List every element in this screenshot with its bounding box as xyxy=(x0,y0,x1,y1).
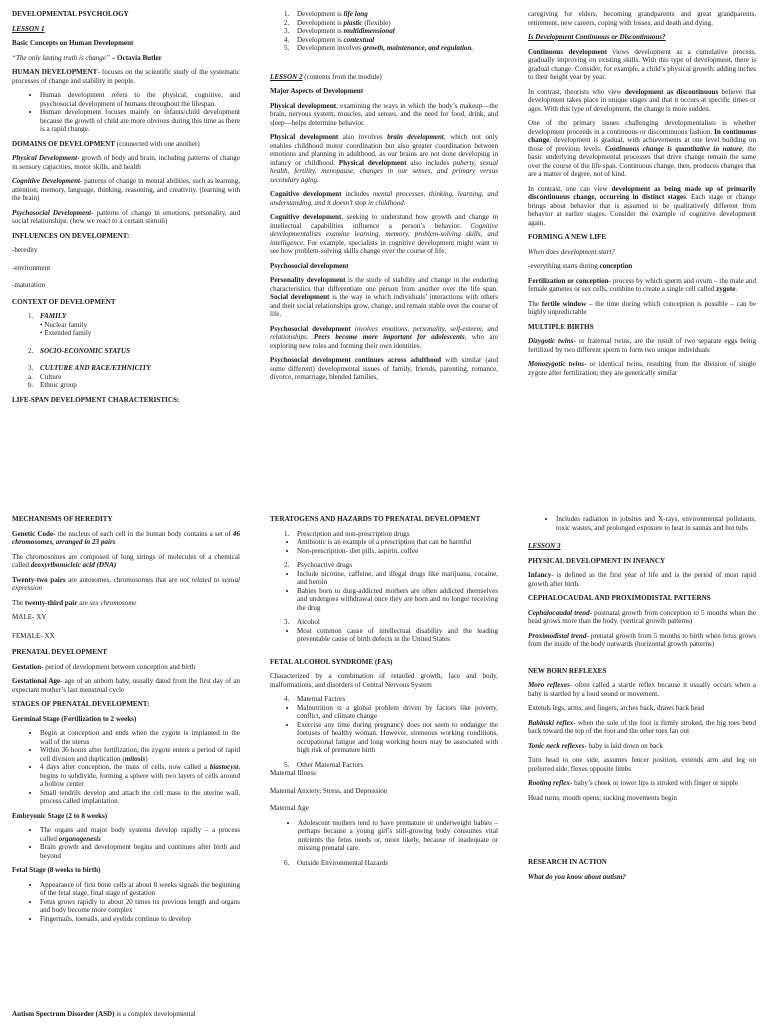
continuous-para: Continuous development views development as a cumulative process, gradually improving on existing skills. With this type of development, there is gradual change. Consider, for example, a child’s physical growth: adding inches to their height year by year. xyxy=(528,47,756,81)
page2-column-3 xyxy=(528,515,756,887)
hazard-item: 5. Other Maternal Factors xyxy=(284,760,364,769)
page-bottom xyxy=(0,509,768,1016)
list-item: 1. Development is life long xyxy=(284,10,368,18)
list-item: • Nuclear family xyxy=(40,320,88,329)
cognitive-dev-para-1: Cognitive development includes mental processes, thinking, learning, and understanding, and it doesn’t stop in childhood. xyxy=(270,190,499,207)
primary-issues-para: One of the primary issues challenging developmentalists is whether development proceeds in a continuous or discontinuous fashion. In continuous change, development is gradual, with achievements at one level building on those of previous levels. Continuous change is quantitative in nature; the basic underlying developmental processes that drive change remain the same over the course of the life span. Continuous change, then, produces changes that are a matter of degree, not of kind. xyxy=(528,119,756,178)
hazard-sublist xyxy=(284,538,498,555)
genetic-code-para: Genetic Code- the nucleus of each cell in the human body contains a set of 46 chromosomes, arranged in 23 pairs xyxy=(12,529,240,546)
list-item: • Human development refers to the physical, cognitive, and psychosocial development of humans throughout the lifespan. xyxy=(40,91,240,108)
list-item: • Exercise any time during pregnancy does not seem to endanger the foetuses of healthy woman. However, strenuous working conditions, occupational fatigue and long working hours may be associated with high risk of premature birth xyxy=(297,721,498,755)
reflexes-heading: NEW BORN REFLEXES xyxy=(528,666,607,675)
list-item: • Antibiotic is an example of a prescription that can be harmful xyxy=(297,538,498,547)
context-socio: 2. SOCIO-ECONOMIC STATUS xyxy=(28,346,131,355)
list-item: • Small tendrils develop and attach the cell mass to the uterine wall, process called implantation xyxy=(40,789,240,806)
list-item: • Brain growth and development begins and continues after birth and beyond xyxy=(40,843,240,860)
list-item: • Human development focuses mainly on infants/child development because the growth of child are more obvious during this time as there is a rapid change. xyxy=(40,108,240,134)
list-item: • Include nicotine, caffeine, and illegal drugs like marijuana, cocaine, and heroin xyxy=(297,570,498,587)
hd-bullet-list xyxy=(12,91,240,134)
culture-items xyxy=(28,373,240,390)
lesson1-heading: LESSON 1 xyxy=(12,24,45,33)
list-item: 3. Development is multidimensional xyxy=(284,27,395,35)
influence-maturation: -maturation xyxy=(12,281,46,289)
doc-title: DEVELOPMENTAL PSYCHOLOGY xyxy=(12,10,129,18)
list-item: • Babies born to durg-addicted mothers are often addicted themselves and undergoes withdrawal once they are born and no longer receiving the drug xyxy=(297,587,498,613)
autosomes-para: Twenty-two pairs are autosomes, chromosomes that are not related to sexual expression xyxy=(12,575,240,592)
page1-column-1 xyxy=(12,10,240,410)
list-item: • Includes radiation in jobsites and X-rays, environmental pollutants, toxic wastes, and prolonged exposure to heat in saunas and hot tubs xyxy=(556,515,756,532)
physical-dev-para-2: Physical development also involves brain development, which not only enables childhood motor coordination but also greater coordination between emotions and planning in adulthood, as our brains are not done developing in infancy or childhood. Physical development also includes puberty, sexual health, fertility, menopause, changes in our senses, and primary versus secondary aging. xyxy=(270,133,498,184)
page1-column-2 xyxy=(270,10,498,388)
babinski-para: Babinski reflex- when the sole of the foot is firmly stroked, the big toes bend back toward the top of the foot and the other toes fan out xyxy=(528,718,756,735)
environment-hazard xyxy=(270,859,498,868)
psychosocial-dev-para: Psychosocial Development- patterns of change in emotions, personality, and social relationships. (how we react to a certain stimuli) xyxy=(12,208,240,225)
list-item: • Within 36 hours after fertilization, the zygote enters a period of rapid cell division and duplication (mitosis) xyxy=(40,746,240,763)
germinal-list xyxy=(12,729,240,806)
sex-chromosome-para: The twenty-third pair are sex chromosome xyxy=(12,598,137,607)
hazard-item: 1. Prescription and non-prescription drugs xyxy=(284,529,410,538)
infancy-para: Infancy- is defined as the first year of life and is the period of most rapid growth after birth. xyxy=(528,571,756,588)
heredity-heading: MECHANISMS OF HEREDITY xyxy=(12,515,113,523)
fetal-heading: Fetal Stage (8 weeks to birth) xyxy=(12,866,101,874)
prenatal-heading: PRENATAL DEVELOPMENT xyxy=(12,648,107,656)
female-xx: FEMALE- XX xyxy=(12,631,55,640)
physical-dev-para-1: Physical development, examining the ways in which the body’s makeup—the brain, nervous system, muscles, and senses, and the need for food, drink, and sleep—helps determine behavior. xyxy=(270,101,498,127)
fas-para: Characterized by a combination of retarded growth, face and body, malformations, and disorders of Central Nervous System xyxy=(270,672,498,689)
cognitive-dev-para: Cognitive Development- patterns of change in mental abilities, such as learning, attention, memory, language, thinking, reasoning, and creativity. (learning with the brain) xyxy=(12,177,240,202)
chromosomes-para: The chromosomes are composed of long strings of molecules of a chemical called deoxyribonucleic acid (DNA) xyxy=(12,552,240,569)
list-item: a. Culture xyxy=(28,372,62,381)
patterns-heading: CEPHALOCAUDAL AND PROXIMODISTAL PATTERNS xyxy=(528,594,711,602)
rooting-para: Rooting reflex- baby’s cheek or lower lips is stroked with finger or nipple xyxy=(528,779,739,787)
family-items xyxy=(28,321,240,338)
list-item: b. Ethnic group xyxy=(28,381,77,389)
embryonic-heading: Embryonic Stage (2 to 8 weeks) xyxy=(12,811,108,820)
everything-starts: -everything starts during conception xyxy=(528,262,633,270)
list-item: • Most common cause of intellectual disability and the leading preventable cause of birth defects in the United States xyxy=(297,627,498,644)
discontinuous-para: In contrast, theorists who view development as discontinuous believe that development takes place in unique stages and that it occurs at specific times or ages. With this type of development, the change is more sudden. xyxy=(528,87,756,113)
tonic-response: Turn head to one side, assumes fencer position, extends arm and leg on preferred side, flexes opposite limbs xyxy=(528,756,756,773)
teratogens-heading: TERATOGENS AND HAZARDS TO PRENATAL DEVELOPMENT xyxy=(270,515,481,523)
list-item: • Begin at conception and ends when the zygote is implanted in the wall of the uterus xyxy=(40,729,240,746)
stages-para: In contrast, one can view development as being made up of primarily discontinuous change, occurring in distinct stages. Each stage or change brings about behavior that is assumed to be qualitatively different from behavior at earlier stages. Consider the example of cognitive development again. xyxy=(528,184,756,227)
proximodistal-para: Proximodistal trend- prenatal growth from 5 months to birth when fetus grows from the inside of the body outwards (horizontal growth patterns) xyxy=(528,631,756,648)
list-item: • Extended family xyxy=(40,329,92,337)
basic-concepts-heading: Basic Concepts on Human Development xyxy=(12,39,134,47)
list-item: 4. Development is contextual xyxy=(284,35,375,44)
cognitive-dev-para-2: Cognitive development, seeking to understand how growth and change in intellectual capabilities influence a person’s behavior. Cognitive developmentalists examine learning, memory, problem-solving skills, and intelligence. For example, specialists in cognitive development might want to see how problem-solving skills change over the course of life. xyxy=(270,213,498,255)
influence-environment: -environment xyxy=(12,263,51,272)
maternal-list xyxy=(270,695,498,769)
lesson3-heading: LESSON 3 xyxy=(528,542,561,550)
psychosocial-heading: Psychosocial development xyxy=(270,261,349,270)
context-list xyxy=(12,312,240,390)
maternal-age: Maternal Age xyxy=(270,804,309,812)
lesson2-heading: LESSON 2 (contents from the module) xyxy=(270,72,382,81)
list-item: • Appearance of first bone cells at about 8 weeks signals the beginning of the fetal stage, final stage of gestation xyxy=(40,881,240,898)
hazard-item: 2. Psychoactive drugs xyxy=(284,561,352,569)
quote: “The only lasting truth is change” – Octavia Butler xyxy=(12,53,162,62)
context-family: 1. FAMILY xyxy=(28,312,67,320)
fertilization-para: Fertilization or conception- process by which sperm and ovum – the male and female gametes or sex cells, combine to create a single cell called zygote. xyxy=(528,276,756,293)
multiple-births-heading: MULTIPLE BIRTHS xyxy=(528,322,594,331)
list-item: • The organs and major body systems develop rapidly – a process called organogenesis xyxy=(40,826,240,843)
lifespan-heading: LIFE-SPAN DEVELOPMENT CHARACTERISTICS: xyxy=(12,395,180,404)
page2-column-1 xyxy=(12,515,240,929)
fas-heading: FETAL ALCOHOL SYNDROME (FAS) xyxy=(270,657,393,666)
list-item: • Non-prescription- diet pills, aspirin, coffee xyxy=(297,547,498,556)
hazard-item: 4. Maternal Factors xyxy=(284,695,346,703)
continuous-question: Is Development Continuous or Discontinuous? xyxy=(528,33,666,41)
list-item: • Malnutrition is a global problem driven by factors like poverty, conflict, and climate change xyxy=(297,704,498,721)
context-culture: 3. CULTURE AND RACE/ETHNICITY xyxy=(28,364,151,372)
list-item: 5. Development involves growth, maintenance, and regulation. xyxy=(284,44,474,52)
maternal-illness: Maternal Illness xyxy=(270,769,316,777)
lifespan-characteristics-list xyxy=(270,10,498,53)
influences-heading: INFLUENCES ON DEVELOPMENT: xyxy=(12,231,130,240)
caregiving-para: caregiving for elders, becoming grandparents and great grandparents, retirement, new careers, coping with losses, and death and dying. xyxy=(528,10,756,27)
psychosocial-dev-para: Psychosocial development involves emotions, personality, self-esteem, and relationships. Peers become more important for adolescents, who are exploring new roles and forming their own identities. xyxy=(270,324,498,350)
hazard-item: 3. Alcohol xyxy=(284,618,320,626)
tonic-neck-para: Tonic neck reflexes- baby is laid down on back xyxy=(528,741,663,750)
list-item: • 4 days after conception, the mass of cells, now called a biastocyst, begins to subdivide, forming a sphere with two layers of cells around a hollow center xyxy=(40,763,240,789)
gestation-para: Gestation- period of development between conception and birth xyxy=(12,662,196,671)
embryonic-list xyxy=(12,826,240,860)
maternal-age-list xyxy=(270,819,498,853)
personality-dev-para: Personality development is the study of stability and change in the enduring characteristics that differentiate one person from another over the life span. Social development is the way in which individuals’ interactions with others and their social relationships grow, change, and remain stable over the course of life. xyxy=(270,276,499,318)
domains-heading: DOMAINS OF DEVELOPMENT (connected with one another) xyxy=(12,139,200,148)
hazard-item: 6. Outside Environmental Hazards xyxy=(284,858,389,867)
list-item: • Fetus grows rapidly to about 20 times its previous length and organs and body become more complex xyxy=(40,898,240,915)
stages-heading: STAGES OF PRENATAL DEVELOPMENT: xyxy=(12,700,150,708)
maternal-anxiety: Maternal Anxiety, Stress, and Depression xyxy=(270,786,388,795)
moro-response: Extends legs, arms, and fingers, arches back, draws back head xyxy=(528,704,705,712)
major-aspects-heading: Major Aspects of Development xyxy=(270,87,364,95)
list-item: 2. Development is plastic (flexible) xyxy=(284,18,391,27)
cephalocaudal-para: Cephalocaudal trend- postnatal growth from conception to 5 months when the head grows more than the body. (vertical growth patterns) xyxy=(528,608,756,625)
rooting-response: Head turns; mouth opens; sucking movements begin xyxy=(528,793,677,802)
forming-life-heading: FORMING A NEW LIFE xyxy=(528,233,607,241)
physical-dev-para: Physical Development- growth of body and brain, including patterns of change in sensory capacities, motor skills, and health xyxy=(12,154,240,171)
list-item: • Fingernails, toenails, and eyelids continue to develop xyxy=(40,915,240,924)
influence-heredity: -heredity xyxy=(12,246,38,254)
hazard-sublist xyxy=(284,704,498,755)
monozygotic-para: Monozygotic twins- or identical twins, resulting from the division of single zygote after fertilization; they are genetically similar xyxy=(528,360,757,377)
psychosocial-adulthood-para: Psychosocial development continues across adulthood with similar (and some different) developmental issues of family, friends, parenting, romance, divorce, remarriage, blended families, xyxy=(270,356,498,381)
context-heading: CONTEXT OF DEVELOPMENT xyxy=(12,297,116,306)
hazard-sublist xyxy=(284,570,498,613)
dizygotic-para: Dizygotic twins- or fraternal twins, are the result of two separate eggs being fertilized by two different sperm to form two unique individuals xyxy=(528,337,756,354)
fetal-list xyxy=(12,881,240,924)
asd-para: Autism Spectrum Disorder (ASD) is a complex developmental xyxy=(12,1010,196,1018)
fertile-window-para: The fertile window – the time during which conception is possible – can be highly unpredictable xyxy=(528,299,756,316)
autism-question: What do you know about autism? xyxy=(528,872,626,881)
hazards-list xyxy=(270,530,498,644)
male-xy: MALE- XY xyxy=(12,613,47,621)
page1-column-3 xyxy=(528,10,756,383)
page2-column-2 xyxy=(270,515,498,867)
radiation-list xyxy=(528,515,756,532)
human-development-para: HUMAN DEVELOPMENT- focuses on the scientific study of the systematic processes of change and stability in people. xyxy=(12,68,240,85)
germinal-heading: Germinal Stage (Fertilization to 2 weeks) xyxy=(12,714,137,723)
moro-para: Moro reflexes- often called a startle reflex because it usually occurs when a baby is startled by a loud sound or movement. xyxy=(528,681,756,698)
hazard-sublist xyxy=(284,627,498,644)
research-heading: RESEARCH IN ACTION xyxy=(528,858,607,866)
infancy-heading: PHYSICAL DEVELOPMENT IN INFANCY xyxy=(528,556,666,565)
gestational-age-para: Gestational Age- age of an unborn baby, usually dated from the first day of an expectant mother’s last menstrual cycle xyxy=(12,677,240,694)
list-item: • Adolescent mothers tend to have premature or underweight babies – perhaps because a young girl’s still-growing body consumes vital nutrients the fetus needs or, more likely, because of inadequate or missing prenatal care. xyxy=(298,819,498,853)
when-question: When does development start? xyxy=(528,247,615,256)
page-top xyxy=(0,0,768,507)
